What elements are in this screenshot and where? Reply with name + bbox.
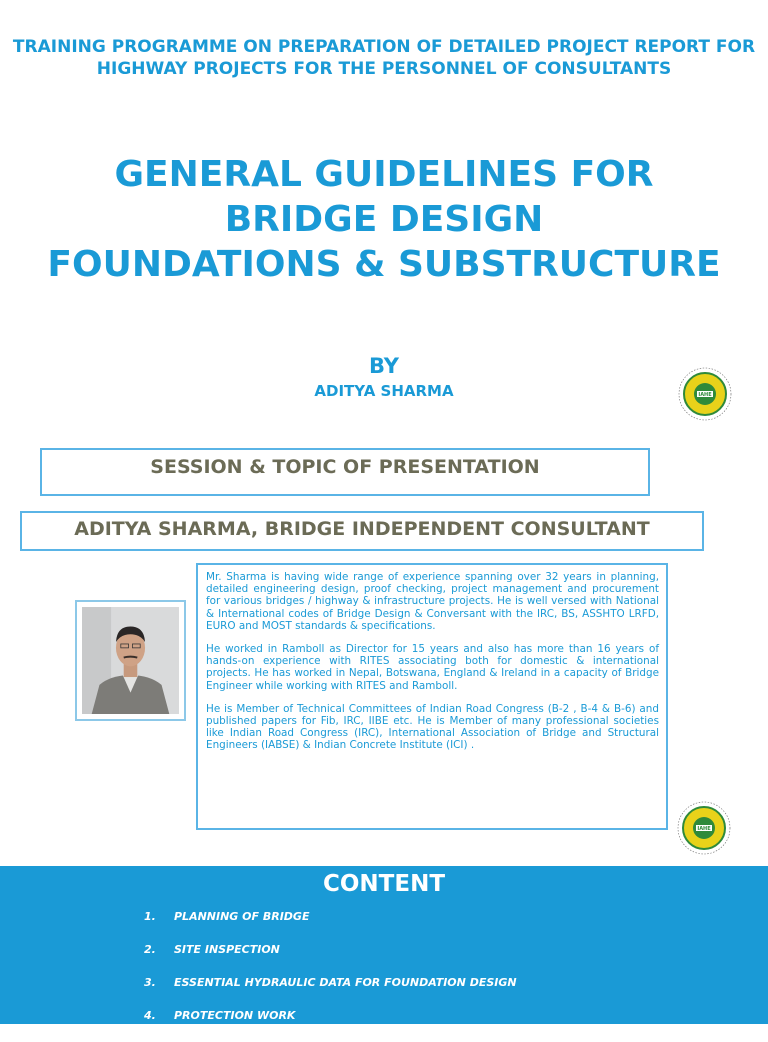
logo-acronym: IAHE <box>698 392 712 398</box>
content-item-label: PLANNING OF BRIDGE <box>174 910 310 923</box>
programme-title: TRAINING PROGRAMME ON PREPARATION OF DETAILED PROJECT REPORT FOR HIGHWAY PROJECTS FOR THE PERSONNEL OF CONSULTANTS <box>12 37 756 79</box>
speaker-bio <box>196 563 668 830</box>
title-line-3: FOUNDATIONS & SUBSTRUCTURE <box>47 244 721 285</box>
content-list <box>144 910 517 1042</box>
iahe-logo-icon <box>677 801 731 855</box>
content-item-label: ESSENTIAL HYDRAULIC DATA FOR FOUNDATION DESIGN <box>174 976 517 989</box>
content-item-number: 2. <box>144 943 156 956</box>
bio-paragraph: He is Member of Technical Committees of Indian Road Congress (B-2 , B-4 & B-6) and published papers for Fib, IRC, IIBE etc. He is Member of many professional societies like Indian Road Congress (IRC), International Association of Bridge and Structural Engineers (IABSE) & Indian Concrete Institute (ICI) . <box>206 702 659 752</box>
content-item-number: 1. <box>144 910 156 923</box>
content-heading: CONTENT <box>322 871 446 897</box>
session-topic-label: SESSION & TOPIC OF PRESENTATION <box>150 456 540 478</box>
by-label: BY <box>368 354 400 378</box>
session-topic-box <box>40 448 650 496</box>
presentation-title <box>0 152 768 287</box>
title-line-1: GENERAL GUIDELINES FOR <box>114 154 654 195</box>
iahe-logo-icon <box>678 367 732 421</box>
content-section <box>0 866 768 1024</box>
speaker-photo <box>75 600 186 721</box>
bio-paragraph: Mr. Sharma is having wide range of experience spanning over 32 years in planning, detailed engineering design, proof checking, project management and procurement for various bridges / highway & infrastructure projects. He is well versed with National & International codes of Bridge Design & Conversant with the IRC, BS, ASSHTO LRFD, EURO and MOST standards & specifications. <box>206 571 659 632</box>
consultant-label: ADITYA SHARMA, BRIDGE INDEPENDENT CONSULTANT <box>74 518 650 540</box>
consultant-box <box>20 511 704 551</box>
content-item <box>144 1009 517 1042</box>
content-item <box>144 910 517 943</box>
content-item <box>144 943 517 976</box>
content-item-label: SITE INSPECTION <box>174 943 280 956</box>
content-item <box>144 976 517 1009</box>
logo-acronym: IAHE <box>697 826 711 832</box>
content-item-number: 3. <box>144 976 156 989</box>
title-line-2: BRIDGE DESIGN <box>224 199 544 240</box>
content-item-number: 4. <box>144 1009 156 1022</box>
author-name: ADITYA SHARMA <box>314 382 454 400</box>
content-item-label: PROTECTION WORK <box>174 1009 296 1022</box>
bio-paragraph: He worked in Ramboll as Director for 15 years and also has more than 16 years of hands-on experience with RITES associating both for domestic & international projects. He has worked in Nepal, Botswana, England & Ireland in a capacity of Bridge Engineer while working with RITES and Ramboll. <box>206 643 659 692</box>
